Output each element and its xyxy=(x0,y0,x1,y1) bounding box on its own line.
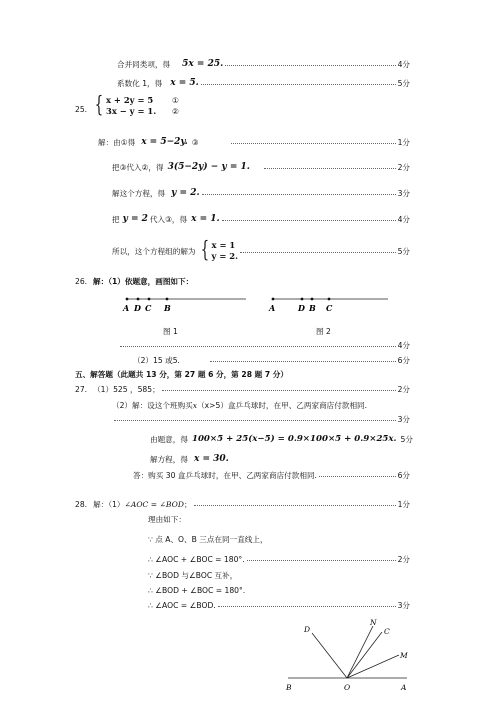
fig1-label-C: C xyxy=(145,303,152,313)
fig3-label-B: B xyxy=(286,683,292,692)
p25-step-3-text: 解这个方程，得 xyxy=(112,189,166,198)
p28-line-2: 理由如下： xyxy=(148,515,186,524)
p24-text-1: 合并同类项，得 xyxy=(117,60,171,69)
p28-line-4 xyxy=(148,554,410,565)
p27-line-2 xyxy=(112,400,367,411)
score-label: 6分 xyxy=(397,356,410,365)
fig3-label-D: D xyxy=(304,625,311,634)
fig2-label-C: C xyxy=(326,303,333,313)
p25-eq2: 3x − y = 1. xyxy=(106,106,157,116)
dot-leader xyxy=(247,560,396,561)
fig2-label-B: B xyxy=(309,303,316,313)
p27-line-4-math: x = 30. xyxy=(193,454,229,464)
fig3-label-O: O xyxy=(344,683,351,692)
p27-score-line-2 xyxy=(112,414,410,425)
score-label: 2分 xyxy=(397,163,410,172)
p28-line-1-b: ； xyxy=(183,500,192,509)
p28-line-1-math: ∠AOC = ∠BOD xyxy=(124,500,184,509)
p24-line-1 xyxy=(117,59,410,70)
fig3-label-M: M xyxy=(400,651,408,660)
p28-line-7 xyxy=(148,600,410,611)
p25-step-1-math: x = 5−2y. xyxy=(141,137,188,147)
left-brace: { xyxy=(200,238,209,263)
score-label: 1分 xyxy=(397,500,410,509)
figure-2 xyxy=(264,292,392,316)
p25-step-4-math1: y = 2 xyxy=(122,214,148,224)
p28-line-6: ∴ ∠BOD + ∠BOC = 180°. xyxy=(148,586,246,595)
score-label: 6分 xyxy=(397,471,410,480)
p25-step-5 xyxy=(112,240,410,262)
dot-leader xyxy=(114,420,396,421)
p25-step-4-math2: x = 1. xyxy=(191,214,220,224)
p25-step-2-text: 把③代入②，得 xyxy=(112,163,164,172)
p25-step-3 xyxy=(112,188,410,199)
fig1-label-D: D xyxy=(134,303,141,313)
dot-leader xyxy=(225,65,395,66)
dot-leader xyxy=(201,84,396,85)
p25-step-1-mark: ③ xyxy=(191,138,199,147)
fig3-label-C: C xyxy=(384,627,390,636)
p27-line-2-b: 盒乒乓球时，在甲、乙两家商店付款相同. xyxy=(227,401,368,410)
p25-step-1-text: 解：由①得 xyxy=(98,138,136,147)
score-label: 3分 xyxy=(397,601,410,610)
p25-eq1-mark: ① xyxy=(172,96,179,105)
p27-line-4 xyxy=(150,454,229,465)
p28-line-1 xyxy=(75,499,410,510)
p26-score-line-a xyxy=(118,340,410,351)
p28-line-5: ∵ ∠BOD 与∠BOC 互补， xyxy=(148,571,238,580)
section-5-heading: 五、解答题（此题共 13 分，第 27 题 6 分，第 28 题 7 分） xyxy=(75,370,288,379)
p27-line-2-a: （2）解：设这个班购买 xyxy=(112,401,193,410)
score-label: 5分 xyxy=(400,435,413,444)
p28-line-4-text: ∴ ∠AOC + ∠BOC = 180°. xyxy=(148,555,245,564)
fig1-label-A: A xyxy=(123,303,130,313)
p25-step-1 xyxy=(98,137,410,148)
score-label: 1分 xyxy=(397,138,410,147)
p27-line-4-text: 解方程，得 xyxy=(150,455,188,464)
p27-line-3-text: 由题意，得 xyxy=(150,435,188,444)
p27-number: 27. xyxy=(75,385,88,394)
p24-text-2: 系数化 1，得 xyxy=(117,79,163,88)
dot-leader xyxy=(194,505,396,506)
p24-math-2: x = 5. xyxy=(170,78,199,88)
fig1-label-B: B xyxy=(164,303,171,313)
p25-eq1: x + 2y = 5 xyxy=(106,95,154,105)
p25-eq2-mark: ② xyxy=(172,107,179,116)
score-label: 4分 xyxy=(397,341,410,350)
figure-1 xyxy=(118,292,254,316)
dot-leader xyxy=(218,606,396,607)
p27-line-1-text: （1）525 ，585； xyxy=(93,385,160,394)
dot-leader xyxy=(202,194,396,195)
p25-step-5-eq1: x = 1 xyxy=(211,240,236,250)
p25-step-4-text: 把 xyxy=(112,215,120,224)
p26-line-2-text: （2）15 或5. xyxy=(133,356,180,365)
p25-system xyxy=(92,95,179,117)
score-label: 2分 xyxy=(397,555,410,564)
score-label: 5分 xyxy=(397,246,410,256)
fig2-label-A: A xyxy=(269,303,276,313)
p25-step-2-math: 3(5−2y) − y = 1. xyxy=(167,162,250,172)
p27-line-3-math: 100×5 + 25(x−5) = 0.9×100×5 + 0.9×25x. xyxy=(191,434,397,444)
p24-math-1: 5x = 25. xyxy=(182,59,224,69)
p26-line-1: 解：（1）依题意，画图如下： xyxy=(93,277,194,286)
p28-number: 28. xyxy=(75,500,88,509)
score-label: 4分 xyxy=(397,60,410,69)
p27-line-3 xyxy=(150,434,413,445)
figure-1-caption: 图 1 xyxy=(163,327,178,336)
p24-line-2 xyxy=(117,78,410,89)
dot-leader xyxy=(264,168,396,169)
score-label: 2分 xyxy=(397,385,410,394)
p25-number: 25. xyxy=(75,105,88,114)
p27-line-5-text: 答：购买 30 盒乒乓球时，在甲、乙两家商店付款相同. xyxy=(133,471,317,480)
p27-line-2-cond: （x>5） xyxy=(197,401,228,410)
p25-step-4 xyxy=(112,214,410,225)
figure-3-angles xyxy=(282,618,412,696)
dot-leader xyxy=(162,390,396,391)
score-label: 3分 xyxy=(397,415,410,424)
p27-line-1 xyxy=(75,384,410,395)
score-label: 3分 xyxy=(397,189,410,198)
dot-leader xyxy=(240,252,396,253)
p25-step-4-text2: 代入③，得 xyxy=(149,215,188,224)
p25-step-5-text: 所以，这个方程组的解为 xyxy=(112,246,196,256)
p25-step-5-eq2: y = 2. xyxy=(211,251,238,261)
p25-step-3-math: y = 2. xyxy=(171,188,200,198)
dot-leader xyxy=(319,476,396,477)
p26-line-2 xyxy=(133,355,410,366)
p28-line-7-text: ∴ ∠AOC = ∠BOD. xyxy=(148,601,216,610)
p27-line-2-var: x xyxy=(192,401,198,410)
fig3-label-N: N xyxy=(370,618,377,627)
dot-leader xyxy=(222,220,396,221)
fig2-label-D: D xyxy=(298,303,305,313)
fig3-label-A: A xyxy=(401,683,407,692)
score-label: 4分 xyxy=(397,215,410,224)
score-label: 5分 xyxy=(397,79,410,88)
figure-2-caption: 图 2 xyxy=(316,327,331,336)
dot-leader xyxy=(210,361,396,362)
dot-leader xyxy=(231,143,396,144)
p28-line-3: ∵ 点 A、O、B 三点在同一直线上， xyxy=(148,535,268,544)
p25-step-2 xyxy=(112,162,410,173)
left-brace: { xyxy=(94,93,104,118)
dot-leader xyxy=(120,346,396,347)
p26-number: 26. xyxy=(75,277,88,286)
p28-line-1-a: 解：（1） xyxy=(93,500,125,509)
p27-line-5 xyxy=(133,470,410,481)
